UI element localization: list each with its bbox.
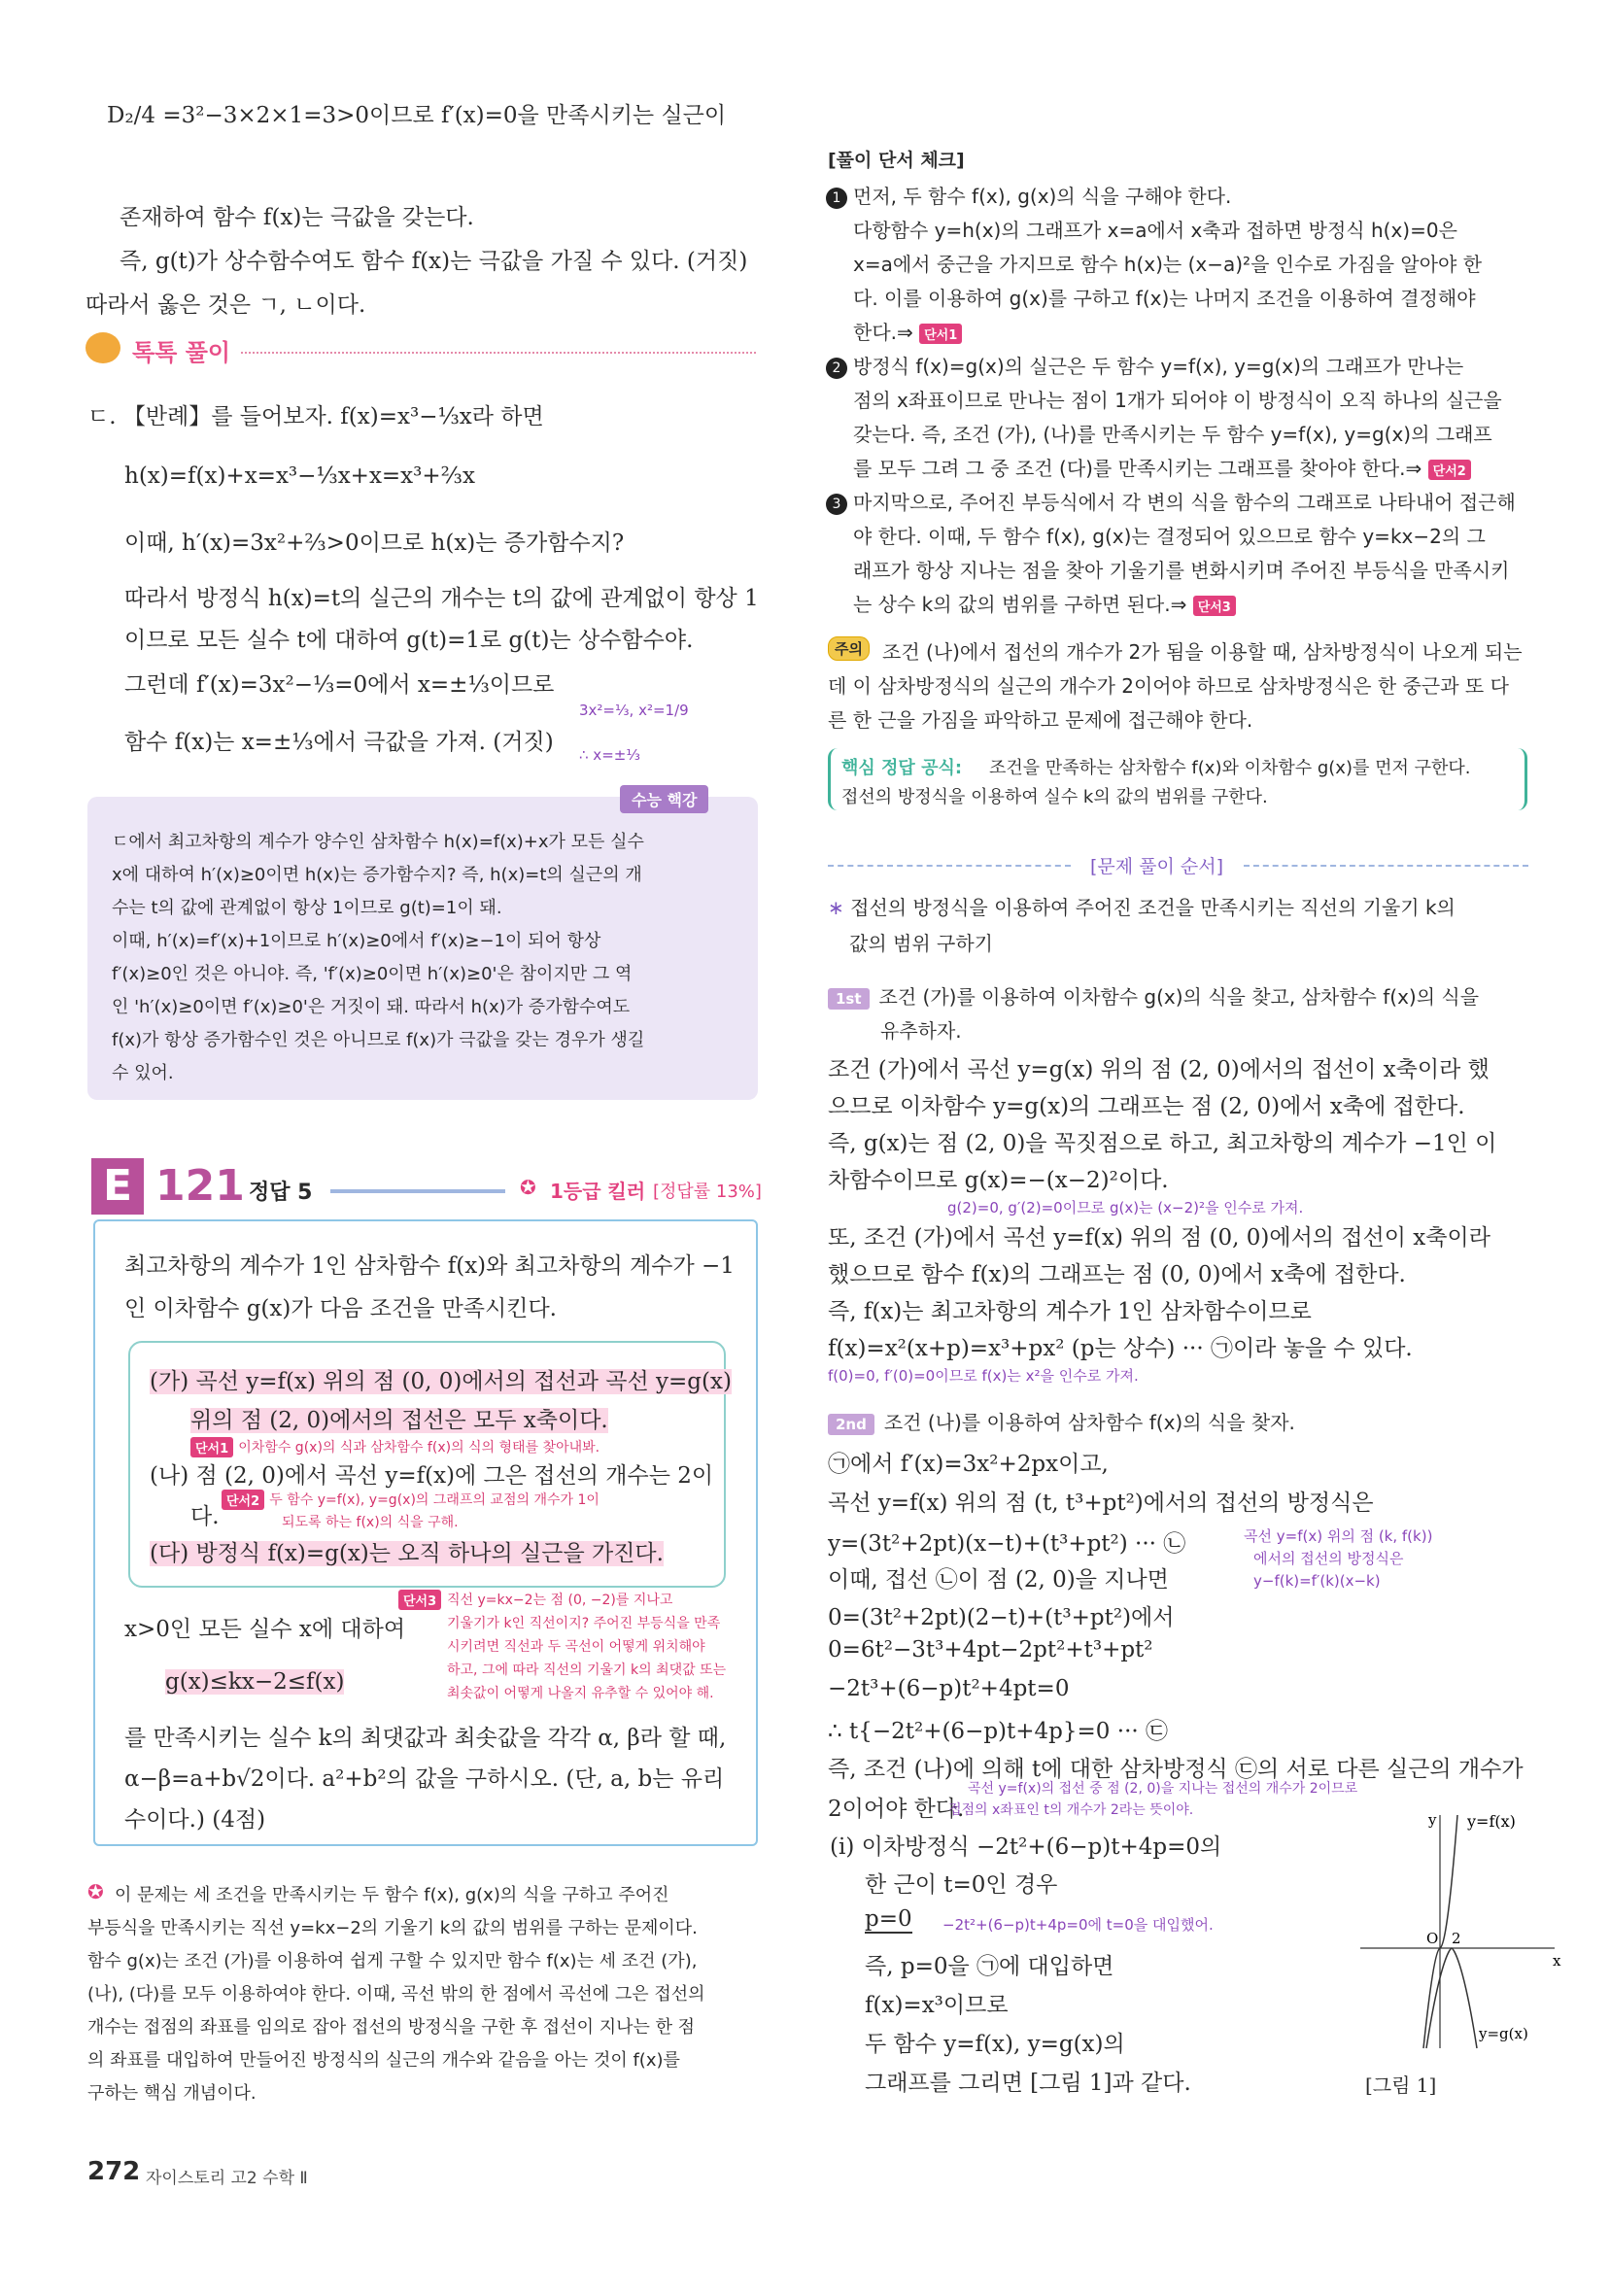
s1-line-4: 차함수이므로 g(x)=−(x−2)²이다. [828,1168,1169,1193]
answer-rule [330,1189,505,1193]
check-1-line-1 [826,181,1231,209]
hint3-tag: 단서3 [398,1590,441,1610]
formula-line-1: 조건을 만족하는 삼차함수 f(x)와 이차함수 g(x)를 먼저 구한다. [989,758,1471,778]
two-label: 2 [1452,1930,1461,1947]
f-label: y=f(x) [1467,1812,1516,1831]
toktok-side-note-2: ∴ x=±⅓ [579,746,640,764]
case-line-2: 한 근이 t=0인 경우 [865,1872,1058,1898]
core-line-8: 수 있어. [112,1063,174,1083]
s1-ann-1: g(2)=0, g′(2)=0이므로 g(x)는 (x−2)²을 인수로 가져. [947,1199,1304,1217]
check-1-tag: 단서1 [919,324,962,344]
note-line-1: 이 문제는 세 조건을 만족시키는 두 함수 f(x), g(x)의 식을 구하고 주어진 [115,1885,669,1905]
cond-da [150,1535,664,1567]
case-line-1: (ⅰ) 이차방정식 −2t²+(6−p)t+4p=0의 [830,1834,1222,1860]
tail-line-1: 를 만족시키는 실수 k의 최댓값과 최솟값을 각각 α, β라 할 때, [124,1726,727,1751]
case-line-4: 즉, p=0을 ㉠에 대입하면 [865,1954,1114,1979]
cond-ga-2-text: 위의 점 (2, 0)에서의 접선은 모두 x축이다. [190,1408,608,1433]
note-line-7: 구하는 핵심 개념이다. [87,2083,257,2104]
hint2-text-a: 두 함수 y=f(x), y=g(x)의 그래프의 교점의 개수가 1이 [269,1492,599,1508]
hint2-tag: 단서2 [222,1490,264,1510]
formula-line-2: 접선의 방정식을 이용하여 실수 k의 값의 범위를 구한다. [841,787,1268,807]
note-line-6: 의 좌표를 대입하여 만들어진 방정식의 실근의 개수와 같음을 아는 것이 f(x)를 [87,2050,680,2071]
s2-line-10: 2이어야 한다. [828,1797,965,1822]
s2-line-4: 이때, 접선 ㉡이 점 (2, 0)을 지나면 [828,1567,1169,1593]
check-2-line-1 [826,351,1463,379]
order-rule-left [828,865,1071,867]
problem-letter: E [91,1158,144,1215]
hint1-text: 이차함수 g(x)의 식과 삼차함수 f(x)의 식의 형태를 찾아내봐. [238,1440,600,1456]
toktok-title: 톡톡 풀이 [132,339,231,366]
case-line-5: f(x)=x³이므로 [865,1993,1009,2018]
toktok-line-6: 그런데 f′(x)=3x²−⅓=0에서 x=±⅓이므로 [124,672,555,698]
x-label: x [1553,1952,1561,1970]
s2-ann-tangent-1: 곡선 y=f(x) 위의 점 (k, f(k)) [1244,1527,1433,1545]
answer-label: 정답 5 [249,1181,313,1205]
core-line-3: 수는 t의 값에 관계없이 항상 1이므로 g(t)=1이 돼. [112,898,502,918]
step1-label: 1st [828,988,870,1010]
core-line-1: ㄷ에서 최고차항의 계수가 양수인 삼차함수 h(x)=f(x)+x가 모든 실수 [112,832,644,852]
s2-line-1: ㉠에서 f′(x)=3x²+2px이고, [828,1452,1109,1477]
check-2-num: 2 [826,358,847,379]
check-3-line-1 [826,487,1516,515]
s1b-line-2: 했으므로 함수 f(x)의 그래프는 점 (0, 0)에서 x축에 접한다. [828,1262,1406,1287]
s1-line-3: 즉, g(x)는 점 (2, 0)을 꼭짓점으로 하고, 최고차항의 계수가 −1인 이 [828,1131,1497,1156]
check-2-line-3: 갖는다. 즉, 조건 (가), (나)를 만족시키는 두 함수 y=f(x), y=g(x)의 그래프 [853,423,1492,446]
tail-line-3: 수이다.) (4점) [124,1807,266,1833]
footer-title: 자이스토리 고2 수학 Ⅱ [146,2169,308,2188]
core-line-2: x에 대하여 h′(x)≥0이면 h(x)는 증가함수지? 즉, h(x)=t의 실근의 개 [112,865,642,885]
hint2-text-b: 되도록 하는 f(x)의 식을 구해. [282,1515,459,1530]
killer-label: 1등급 킬러 [550,1180,646,1203]
order-rule-right [1244,865,1528,867]
check-3-line-2: 야 한다. 이때, 두 함수 f(x), g(x)는 결정되어 있으므로 함수 y=kx−2의 그 [853,525,1486,548]
s2-line-8: ∴ t{−2t²+(6−p)t+4p}=0 ··· ㉢ [828,1719,1168,1744]
s2-line-6: 0=6t²−3t³+4pt−2pt²+t³+pt² [828,1637,1153,1662]
g-label: y=g(x) [1479,2025,1528,2042]
check-1-text-5: 한다.⇒ [853,321,913,344]
intro-line-3: 즉, g(t)가 상수함수여도 함수 f(x)는 극값을 가질 수 있다. (거짓) [120,249,748,274]
s1b-line-4: f(x)=x²(x+p)=x³+px² (p는 상수) ··· ㉠이라 놓을 수 있다. [828,1336,1413,1361]
toktok-line-5: 이므로 모든 실수 t에 대하여 g(t)=1로 g(t)는 상수함수야. [124,628,694,653]
s2-line-9: 즉, 조건 (나)에 의해 t에 대한 삼차방정식 ㉢의 서로 다른 실근의 개수가 [828,1757,1524,1782]
formula-label: 핵심 정답 공식: [841,758,963,778]
intro-line-4: 따라서 옳은 것은 ㄱ, ㄴ이다. [86,292,366,318]
s2-line-3: y=(3t²+2pt)(x−t)+(t³+pt²) ··· ㉡ [828,1531,1186,1557]
cond-ga-2 [190,1402,608,1434]
step2-line [828,1407,1295,1435]
figure-1-caption: [그림 1] [1365,2073,1437,2097]
order-line-2: 값의 범위 구하기 [849,932,993,955]
case-line-6: 두 함수 y=f(x), y=g(x)의 [865,2032,1125,2057]
s1-line-2: 으므로 이차함수 y=g(x)의 그래프는 점 (2, 0)에서 x축에 접한다. [828,1094,1465,1119]
check-1-line-3: x=a에서 중근을 가지므로 함수 h(x)는 (x−a)²을 인수로 가짐을 알아야 한 [853,253,1483,276]
toktok-line-2: h(x)=f(x)+x=x³−⅓x+x=x³+⅔x [124,463,475,489]
order-text-1: 접선의 방정식을 이용하여 주어진 조건을 만족시키는 직선의 기울기 k의 [850,896,1456,919]
stem-line-1: 최고차항의 계수가 1인 삼차함수 f(x)와 최고차항의 계수가 −1 [124,1253,735,1279]
toktok-line-3: 이때, h′(x)=3x²+⅔>0이므로 h(x)는 증가함수지? [124,531,625,556]
caution-line-2: 데 이 삼차방정식의 실근의 개수가 2이어야 하므로 삼차방정식은 한 중근과 또 다 [828,674,1509,698]
hint3-line-2: 기울기가 k인 직선이지? 주어진 부등식을 만족 [447,1616,721,1631]
core-line-5: f′(x)≥0인 것은 아니야. 즉, 'f′(x)≥0이면 h′(x)≥0'은 참이지만 그 역 [112,964,633,984]
check-2-text-4: 를 모두 그려 그 중 조건 (다)를 만족시키는 그래프를 찾아야 한다.⇒ [853,457,1422,480]
footer-page: 272 [87,2157,141,2186]
check-2-tag: 단서2 [1428,460,1471,480]
cond-na-1: (나) 점 (2, 0)에서 곡선 y=f(x)에 그은 접선의 개수는 2이 [150,1463,714,1489]
check-title: [풀이 단서 체크] [828,150,965,171]
check-3-tag: 단서3 [1193,596,1236,616]
check-3-line-4 [853,589,1236,617]
hint2 [222,1490,599,1510]
caution-line-3: 른 한 근을 가짐을 파악하고 문제에 접근해야 한다. [828,708,1253,732]
caution-line-1: 조건 (나)에서 접선의 개수가 2가 됨을 이용할 때, 삼차방정식이 나오게 되는 [882,640,1523,664]
hint3-line-1: 직선 y=kx−2는 점 (0, −2)를 지나고 [447,1593,673,1608]
step2-text: 조건 (나)를 이용하여 삼차함수 f(x)의 식을 찾자. [883,1411,1295,1434]
check-1-text-1: 먼저, 두 함수 f(x), g(x)의 식을 구해야 한다. [853,185,1232,208]
s2-ann-tangent-3: y−f(k)=f′(k)(x−k) [1253,1572,1381,1590]
s1-line-1: 조건 (가)에서 곡선 y=g(x) 위의 점 (2, 0)에서의 접선이 x축이라 했 [828,1057,1490,1082]
s2-ann-count-2: 접점의 x좌표인 t의 개수가 2라는 뜻이야. [948,1802,1194,1818]
ineq-text: g(x)≤kx−2≤f(x) [165,1669,345,1695]
s1b-line-1: 또, 조건 (가)에서 곡선 y=f(x) 위의 점 (0, 0)에서의 접선이 x축이라 [828,1225,1490,1251]
stem-line-2: 인 이차함수 g(x)가 다음 조건을 만족시킨다. [124,1296,557,1321]
step1-text-1: 조건 (가)를 이용하여 이차함수 g(x)의 식을 찾고, 삼차함수 f(x)의 식을 [878,985,1480,1009]
note-line-5: 개수는 접점의 좌표를 임의로 잡아 접선의 방정식을 구한 후 접선이 지나는 한 점 [87,2017,696,2038]
note-icon: ✪ [87,1880,104,1903]
g-curve [1426,1948,1477,2048]
hint1 [190,1437,599,1457]
check-1-line-2: 다항함수 y=h(x)의 그래프가 x=a에서 x축과 접하면 방정식 h(x)=0은 [853,219,1457,242]
killer-icon: ✪ [520,1176,536,1199]
cond-ga-1-text: (가) 곡선 y=f(x) 위의 점 (0, 0)에서의 접선과 곡선 y=g(x) [150,1369,732,1394]
hint3-line-4: 하고, 그에 따라 직선의 기울기 k의 최댓값 또는 [447,1662,727,1678]
step2-label: 2nd [828,1414,874,1435]
s2-line-7: −2t³+(6−p)t²+4pt=0 [828,1676,1070,1701]
order-bullet: ∗ [828,896,844,919]
cond-da-text: (다) 방정식 f(x)=g(x)는 오직 하나의 실근을 가진다. [150,1541,664,1566]
note-line-2: 부등식을 만족시키는 직선 y=kx−2의 기울기 k의 값의 범위를 구하는 문제이다. [87,1918,698,1938]
hint3-line-5: 최솟값이 어떻게 나올지 유추할 수 있어야 해. [447,1686,714,1701]
left-column [0,0,777,2296]
check-3-line-3: 래프가 항상 지나는 점을 찾아 기울기를 변화시키며 주어진 부등식을 만족시키 [853,559,1510,582]
toktok-side-note-1: 3x²=⅓, x²=1/9 [579,702,689,719]
step1-line-1 [828,981,1479,1010]
cond-ga-1 [150,1363,732,1395]
check-3-num: 3 [826,494,847,515]
check-2-text-1: 방정식 f(x)=g(x)의 실근은 두 함수 y=f(x), y=g(x)의 그래프가 만나는 [853,355,1464,378]
toktok-line-7: 함수 f(x)는 x=±⅓에서 극값을 가져. (거짓) [124,730,554,755]
s2-ann-count-1: 곡선 y=f(x)의 접선 중 점 (2, 0)을 지나는 접선의 개수가 2이므로 [968,1781,1358,1797]
core-line-6: 인 'h′(x)≥0이면 f′(x)≥0'은 거짓이 돼. 따라서 h(x)가 증가함수여도 [112,997,631,1017]
check-1-num: 1 [826,188,847,209]
toktok-rule [241,352,756,354]
toktok-line-1: ㄷ. 【반례】를 들어보자. f(x)=x³−⅓x라 하면 [87,404,544,429]
note-line-4: (나), (다)를 모두 이용하여야 한다. 이때, 곡선 밖의 한 점에서 곡선에 그은 접선의 [87,1984,705,2005]
cond-na-2: 다. [190,1504,220,1529]
case-line-3: p=0 [865,1906,912,1932]
s1-ann-2: f(0)=0, f′(0)=0이므로 f(x)는 x²을 인수로 가져. [828,1367,1139,1385]
intro-line-2: 존재하여 함수 f(x)는 극값을 갖는다. [120,205,474,230]
right-column [797,0,1610,2296]
order-line-1 [828,892,1456,920]
s2-line-5: 0=(3t²+2pt)(2−t)+(t³+pt²)에서 [828,1605,1175,1630]
case-ann: −2t²+(6−p)t+4p=0에 t=0을 대입했어. [942,1916,1214,1934]
problem-number: 121 [155,1161,245,1211]
check-3-text-4: 는 상수 k의 값의 범위를 구하면 된다.⇒ [853,593,1187,616]
ineq [165,1669,344,1695]
ineq-intro: x>0인 모든 실수 x에 대하여 [124,1617,406,1642]
note-line-3: 함수 g(x)는 조건 (가)를 이용하여 쉽게 구할 수 있지만 함수 f(x)는 세 조건 (가), [87,1951,698,1971]
order-title: [문제 풀이 순서] [1090,856,1224,877]
check-2-line-2: 점의 x좌표이므로 만나는 점이 1개가 되어야 이 방정식이 오직 하나의 실근을 [853,389,1502,412]
hint1-tag: 단서1 [190,1437,233,1457]
hint3-line-3: 시키려면 직선과 두 곡선이 어떻게 위치해야 [447,1639,705,1655]
core-line-4: 이때, h′(x)=f′(x)+1이므로 h′(x)≥0에서 f′(x)≥−1이 되어 항상 [112,931,601,951]
s2-line-2: 곡선 y=f(x) 위의 점 (t, t³+pt²)에서의 접선의 방정식은 [828,1491,1374,1516]
core-badge: 수능 핵강 [620,785,708,813]
hint3-tag-wrap [398,1590,441,1610]
rate-label: [정답률 13%] [653,1182,762,1202]
y-label: y [1428,1811,1437,1829]
s2-ann-tangent-2: 에서의 접선의 방정식은 [1253,1550,1404,1567]
check-1-line-5 [853,317,962,345]
toktok-line-4: 따라서 방정식 h(x)=t의 실근의 개수는 t의 값에 관계없이 항상 1 [124,586,759,611]
toktok-icon [86,332,120,363]
caution-label: 주의 [828,636,870,661]
step1-line-2: 유추하자. [880,1019,962,1043]
intro-line-1: D₂/4 =3²−3×2×1=3>0이므로 f′(x)=0을 만족시키는 실근이 [107,103,727,128]
case-line-7: 그래프를 그리면 [그림 1]과 같다. [865,2071,1191,2096]
tail-line-2: α−β=a+b√2이다. a²+b²의 값을 구하시오. (단, a, b는 유리 [124,1766,725,1792]
check-3-text-1: 마지막으로, 주어진 부등식에서 각 변의 식을 함수의 그래프로 나타내어 접근해 [853,491,1516,514]
o-label: O [1426,1930,1439,1947]
check-2-line-4 [853,453,1471,481]
core-line-7: f(x)가 항상 증가함수인 것은 아니므로 f(x)가 극값을 갖는 경우가 생길 [112,1030,645,1050]
s1b-line-3: 즉, f(x)는 최고차항의 계수가 1인 삼차함수이므로 [828,1299,1312,1324]
figure-1-graph [1351,1805,1564,2058]
check-1-line-4: 다. 이를 이용하여 g(x)를 구하고 f(x)는 나머지 조건을 이용하여 결정해야 [853,287,1476,310]
